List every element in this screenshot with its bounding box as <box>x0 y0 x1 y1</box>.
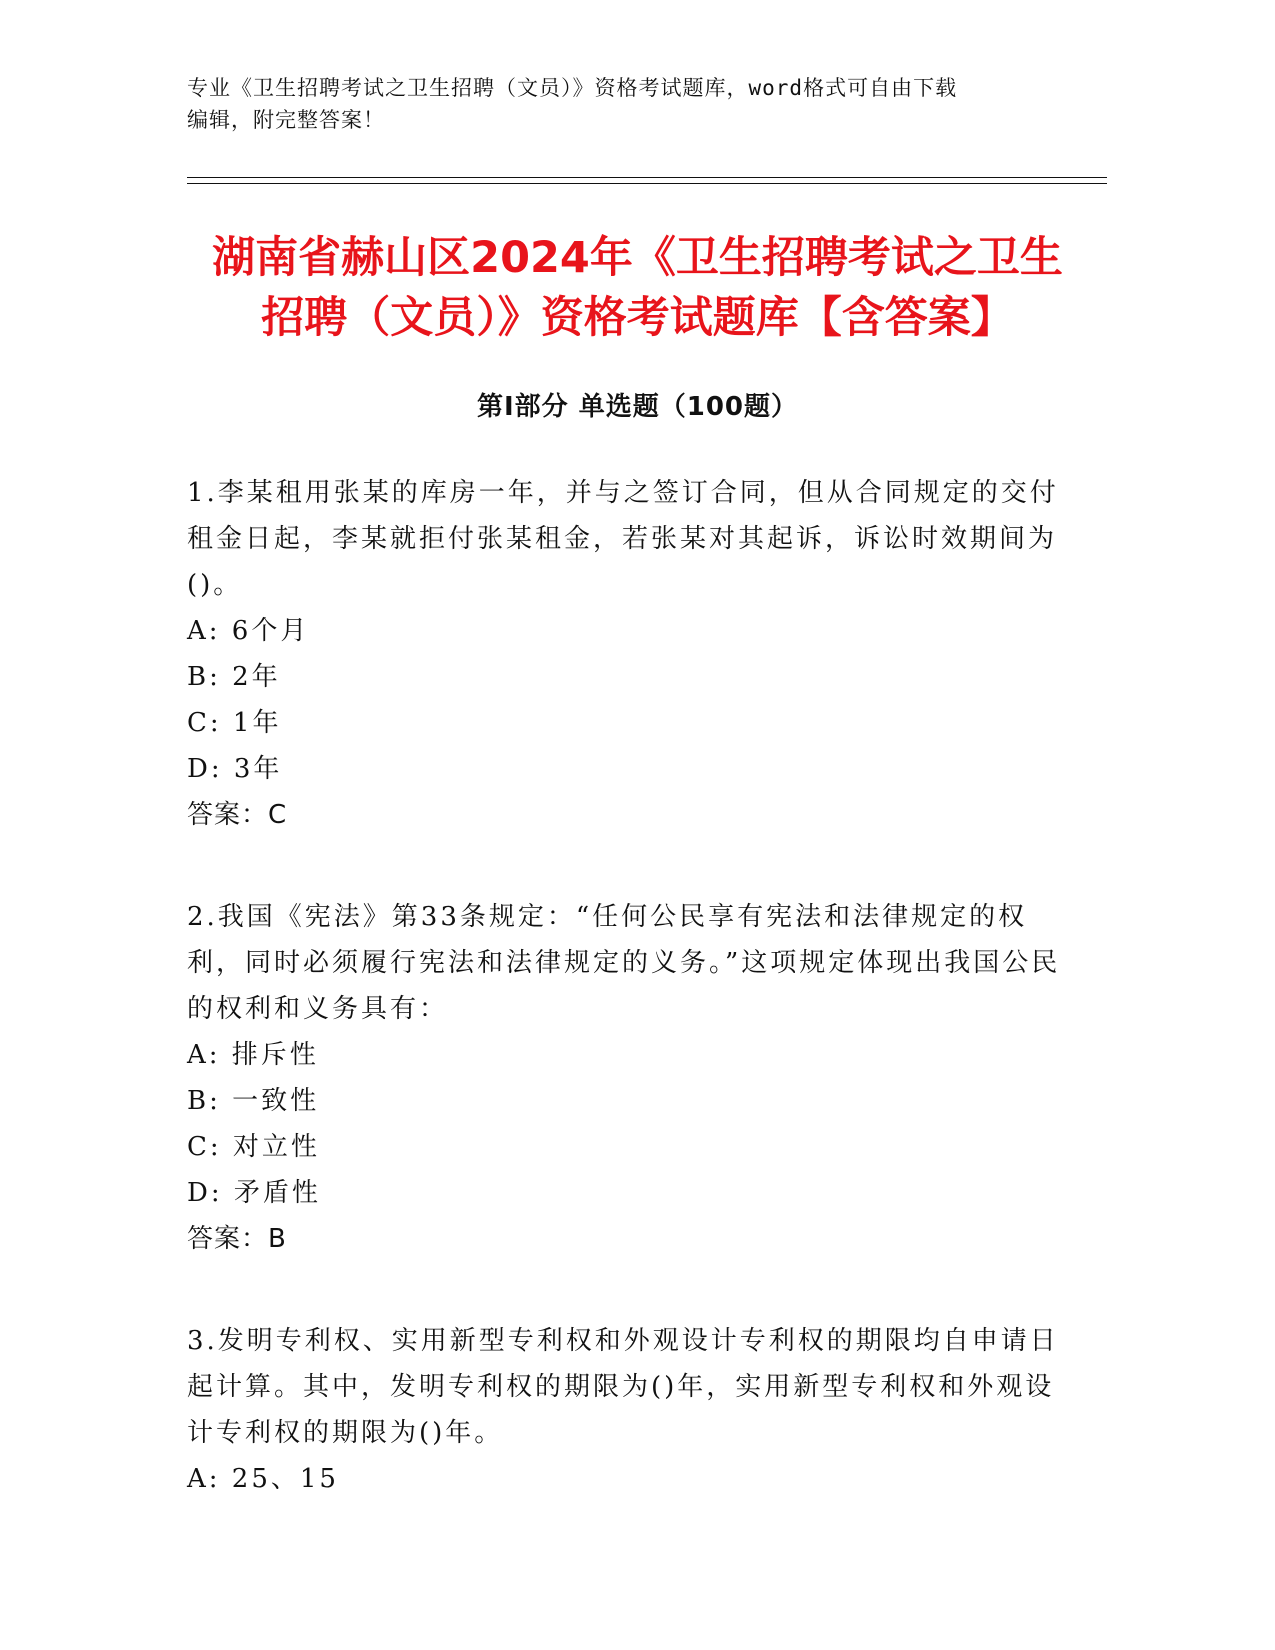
answer: 答案：C <box>187 800 288 830</box>
option-d: D: 3年 <box>187 754 283 784</box>
option-a: A: 25、15 <box>187 1464 339 1494</box>
option-a: A: 6个月 <box>187 616 310 646</box>
option-b: B: 2年 <box>187 662 281 692</box>
header-divider-top <box>187 177 1107 178</box>
answer: 答案：B <box>187 1224 287 1254</box>
option-c: C: 1年 <box>187 708 282 738</box>
option-d: D: 矛盾性 <box>187 1178 321 1208</box>
question-3 <box>187 1318 1067 1502</box>
question-text: 3.发明专利权、实用新型专利权和外观设计专利权的期限均自申请日起计算。其中，发明专利权的期限为()年，实用新型专利权和外观设计专利权的期限为()年。 <box>187 1326 1059 1448</box>
question-1 <box>187 470 1067 838</box>
option-c: C: 对立性 <box>187 1132 320 1162</box>
header-note-line-2: 编辑，附完整答案！ <box>187 108 385 132</box>
question-text: 1.李某租用张某的库房一年，并与之签订合同，但从合同规定的交付租金日起，李某就拒付张某租金，若张某对其起诉，诉讼时效期间为()。 <box>187 478 1059 600</box>
option-b: B: 一致性 <box>187 1086 320 1116</box>
question-2 <box>187 894 1067 1262</box>
header-divider-bottom <box>187 183 1107 184</box>
question-text: 2.我国《宪法》第33条规定：“任何公民享有宪法和法律规定的权利，同时必须履行宪法和法律规定的义务。”这项规定体现出我国公民的权利和义务具有： <box>187 902 1061 1024</box>
section-title: 第Ⅰ部分 单选题（100题） <box>477 392 798 422</box>
header-note <box>187 72 1087 136</box>
document-title-line-2: 招聘（文员）》资格考试题库【含答案】 <box>261 293 1014 343</box>
header-note-line-1: 专业《卫生招聘考试之卫生招聘（文员）》资格考试题库，word格式可自由下载 <box>187 76 958 100</box>
document-title <box>150 228 1125 348</box>
question-list <box>187 470 1067 1558</box>
option-a: A: 排斥性 <box>187 1040 319 1070</box>
document-title-line-1: 湖南省赫山区2024年《卫生招聘考试之卫生 <box>212 233 1063 283</box>
